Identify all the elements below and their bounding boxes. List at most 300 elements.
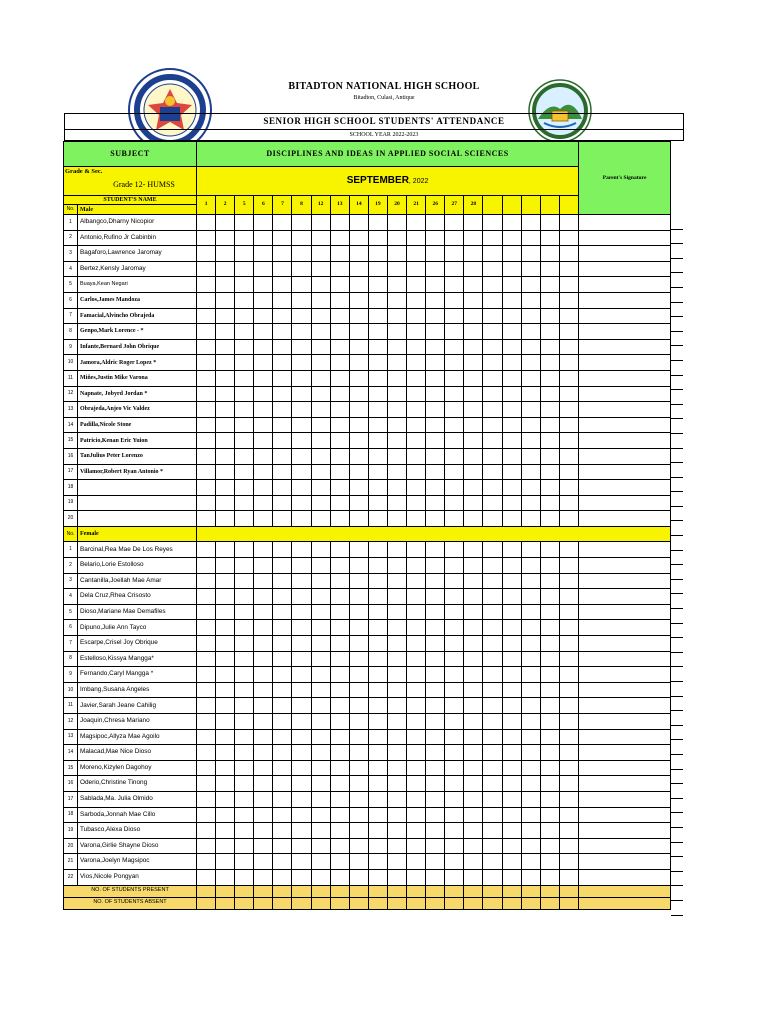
attendance-cell[interactable] — [368, 542, 387, 558]
attendance-cell[interactable] — [368, 433, 387, 449]
attendance-cell[interactable] — [483, 854, 502, 870]
attendance-cell[interactable] — [292, 807, 311, 823]
attendance-cell[interactable] — [197, 261, 216, 277]
attendance-cell[interactable] — [273, 339, 292, 355]
attendance-cell[interactable] — [502, 558, 521, 574]
attendance-cell[interactable] — [502, 714, 521, 730]
signature-cell[interactable] — [579, 682, 671, 698]
count-cell[interactable] — [464, 897, 483, 909]
attendance-cell[interactable] — [311, 511, 330, 527]
attendance-cell[interactable] — [273, 636, 292, 652]
signature-cell[interactable] — [579, 791, 671, 807]
attendance-cell[interactable] — [349, 682, 368, 698]
attendance-cell[interactable] — [559, 651, 578, 667]
attendance-cell[interactable] — [521, 464, 540, 480]
attendance-cell[interactable] — [559, 511, 578, 527]
attendance-cell[interactable] — [521, 402, 540, 418]
attendance-cell[interactable] — [273, 433, 292, 449]
attendance-cell[interactable] — [445, 823, 464, 839]
attendance-cell[interactable] — [540, 215, 559, 231]
attendance-cell[interactable] — [273, 292, 292, 308]
attendance-cell[interactable] — [521, 636, 540, 652]
attendance-cell[interactable] — [445, 542, 464, 558]
attendance-cell[interactable] — [197, 682, 216, 698]
attendance-cell[interactable] — [483, 355, 502, 371]
attendance-cell[interactable] — [387, 370, 406, 386]
count-cell[interactable] — [407, 897, 426, 909]
attendance-cell[interactable] — [330, 386, 349, 402]
attendance-cell[interactable] — [559, 854, 578, 870]
attendance-cell[interactable] — [483, 698, 502, 714]
attendance-cell[interactable] — [292, 230, 311, 246]
signature-cell[interactable] — [579, 261, 671, 277]
attendance-cell[interactable] — [559, 246, 578, 262]
attendance-cell[interactable] — [349, 651, 368, 667]
attendance-cell[interactable] — [502, 760, 521, 776]
attendance-cell[interactable] — [426, 448, 445, 464]
attendance-cell[interactable] — [464, 807, 483, 823]
attendance-cell[interactable] — [426, 558, 445, 574]
attendance-cell[interactable] — [540, 308, 559, 324]
attendance-cell[interactable] — [502, 511, 521, 527]
count-cell[interactable] — [464, 885, 483, 897]
attendance-cell[interactable] — [254, 215, 273, 231]
attendance-cell[interactable] — [273, 589, 292, 605]
attendance-cell[interactable] — [483, 433, 502, 449]
attendance-cell[interactable] — [273, 760, 292, 776]
attendance-cell[interactable] — [540, 776, 559, 792]
attendance-cell[interactable] — [407, 558, 426, 574]
attendance-cell[interactable] — [311, 402, 330, 418]
attendance-cell[interactable] — [559, 308, 578, 324]
attendance-cell[interactable] — [483, 604, 502, 620]
attendance-cell[interactable] — [330, 729, 349, 745]
attendance-cell[interactable] — [216, 215, 235, 231]
attendance-cell[interactable] — [426, 542, 445, 558]
attendance-cell[interactable] — [292, 682, 311, 698]
attendance-cell[interactable] — [483, 651, 502, 667]
attendance-cell[interactable] — [464, 215, 483, 231]
attendance-cell[interactable] — [254, 745, 273, 761]
attendance-cell[interactable] — [330, 745, 349, 761]
attendance-cell[interactable] — [387, 511, 406, 527]
attendance-cell[interactable] — [483, 308, 502, 324]
attendance-cell[interactable] — [311, 760, 330, 776]
attendance-cell[interactable] — [426, 651, 445, 667]
attendance-cell[interactable] — [273, 277, 292, 293]
attendance-cell[interactable] — [502, 277, 521, 293]
attendance-cell[interactable] — [559, 495, 578, 511]
attendance-cell[interactable] — [426, 682, 445, 698]
attendance-cell[interactable] — [273, 495, 292, 511]
attendance-cell[interactable] — [445, 480, 464, 496]
attendance-cell[interactable] — [502, 573, 521, 589]
attendance-cell[interactable] — [311, 714, 330, 730]
attendance-cell[interactable] — [387, 292, 406, 308]
attendance-cell[interactable] — [311, 698, 330, 714]
attendance-cell[interactable] — [235, 511, 254, 527]
attendance-cell[interactable] — [235, 791, 254, 807]
attendance-cell[interactable] — [349, 292, 368, 308]
attendance-cell[interactable] — [311, 807, 330, 823]
attendance-cell[interactable] — [407, 308, 426, 324]
attendance-cell[interactable] — [387, 558, 406, 574]
attendance-cell[interactable] — [197, 464, 216, 480]
attendance-cell[interactable] — [426, 433, 445, 449]
attendance-cell[interactable] — [445, 339, 464, 355]
attendance-cell[interactable] — [483, 480, 502, 496]
attendance-cell[interactable] — [273, 511, 292, 527]
attendance-cell[interactable] — [368, 230, 387, 246]
attendance-cell[interactable] — [387, 402, 406, 418]
attendance-cell[interactable] — [235, 682, 254, 698]
attendance-cell[interactable] — [368, 386, 387, 402]
attendance-cell[interactable] — [292, 667, 311, 683]
attendance-cell[interactable] — [559, 604, 578, 620]
attendance-cell[interactable] — [292, 370, 311, 386]
attendance-cell[interactable] — [197, 308, 216, 324]
attendance-cell[interactable] — [521, 791, 540, 807]
attendance-cell[interactable] — [235, 246, 254, 262]
attendance-cell[interactable] — [540, 636, 559, 652]
attendance-cell[interactable] — [502, 542, 521, 558]
attendance-cell[interactable] — [483, 324, 502, 340]
signature-cell[interactable] — [579, 511, 671, 527]
signature-cell[interactable] — [579, 215, 671, 231]
attendance-cell[interactable] — [445, 869, 464, 885]
attendance-cell[interactable] — [521, 604, 540, 620]
attendance-cell[interactable] — [521, 230, 540, 246]
attendance-cell[interactable] — [445, 277, 464, 293]
attendance-cell[interactable] — [216, 760, 235, 776]
attendance-cell[interactable] — [197, 386, 216, 402]
attendance-cell[interactable] — [502, 417, 521, 433]
attendance-cell[interactable] — [216, 246, 235, 262]
attendance-cell[interactable] — [540, 823, 559, 839]
attendance-cell[interactable] — [311, 823, 330, 839]
attendance-cell[interactable] — [387, 854, 406, 870]
attendance-cell[interactable] — [311, 854, 330, 870]
signature-cell[interactable] — [579, 402, 671, 418]
attendance-cell[interactable] — [330, 308, 349, 324]
attendance-cell[interactable] — [216, 604, 235, 620]
attendance-cell[interactable] — [349, 558, 368, 574]
attendance-cell[interactable] — [483, 760, 502, 776]
attendance-cell[interactable] — [540, 246, 559, 262]
attendance-cell[interactable] — [368, 417, 387, 433]
attendance-cell[interactable] — [292, 573, 311, 589]
attendance-cell[interactable] — [407, 698, 426, 714]
count-cell[interactable] — [502, 897, 521, 909]
attendance-cell[interactable] — [521, 776, 540, 792]
attendance-cell[interactable] — [559, 230, 578, 246]
attendance-cell[interactable] — [330, 417, 349, 433]
attendance-cell[interactable] — [292, 854, 311, 870]
signature-cell[interactable] — [579, 370, 671, 386]
attendance-cell[interactable] — [197, 604, 216, 620]
attendance-cell[interactable] — [254, 417, 273, 433]
attendance-cell[interactable] — [464, 542, 483, 558]
attendance-cell[interactable] — [426, 869, 445, 885]
attendance-cell[interactable] — [483, 745, 502, 761]
attendance-cell[interactable] — [330, 620, 349, 636]
attendance-cell[interactable] — [330, 480, 349, 496]
attendance-cell[interactable] — [540, 417, 559, 433]
attendance-cell[interactable] — [407, 433, 426, 449]
attendance-cell[interactable] — [464, 261, 483, 277]
attendance-cell[interactable] — [502, 636, 521, 652]
attendance-cell[interactable] — [254, 448, 273, 464]
attendance-cell[interactable] — [540, 480, 559, 496]
attendance-cell[interactable] — [407, 573, 426, 589]
attendance-cell[interactable] — [254, 370, 273, 386]
attendance-cell[interactable] — [368, 604, 387, 620]
attendance-cell[interactable] — [387, 869, 406, 885]
attendance-cell[interactable] — [445, 292, 464, 308]
attendance-cell[interactable] — [445, 433, 464, 449]
attendance-cell[interactable] — [292, 339, 311, 355]
signature-cell[interactable] — [579, 480, 671, 496]
attendance-cell[interactable] — [216, 370, 235, 386]
attendance-cell[interactable] — [426, 714, 445, 730]
attendance-cell[interactable] — [445, 417, 464, 433]
attendance-cell[interactable] — [483, 823, 502, 839]
attendance-cell[interactable] — [502, 308, 521, 324]
signature-cell[interactable] — [579, 714, 671, 730]
attendance-cell[interactable] — [521, 246, 540, 262]
attendance-cell[interactable] — [330, 339, 349, 355]
attendance-cell[interactable] — [216, 339, 235, 355]
attendance-cell[interactable] — [349, 854, 368, 870]
attendance-cell[interactable] — [521, 573, 540, 589]
attendance-cell[interactable] — [521, 698, 540, 714]
count-cell[interactable] — [330, 897, 349, 909]
attendance-cell[interactable] — [216, 791, 235, 807]
attendance-cell[interactable] — [330, 667, 349, 683]
attendance-cell[interactable] — [426, 620, 445, 636]
attendance-cell[interactable] — [311, 838, 330, 854]
attendance-cell[interactable] — [254, 807, 273, 823]
attendance-cell[interactable] — [521, 433, 540, 449]
attendance-cell[interactable] — [273, 417, 292, 433]
attendance-cell[interactable] — [197, 448, 216, 464]
attendance-cell[interactable] — [387, 417, 406, 433]
attendance-cell[interactable] — [368, 854, 387, 870]
attendance-cell[interactable] — [197, 495, 216, 511]
attendance-cell[interactable] — [197, 791, 216, 807]
attendance-cell[interactable] — [273, 823, 292, 839]
count-cell[interactable] — [292, 897, 311, 909]
attendance-cell[interactable] — [483, 636, 502, 652]
attendance-cell[interactable] — [387, 651, 406, 667]
attendance-cell[interactable] — [235, 464, 254, 480]
signature-cell[interactable] — [579, 589, 671, 605]
attendance-cell[interactable] — [559, 370, 578, 386]
attendance-cell[interactable] — [502, 215, 521, 231]
attendance-cell[interactable] — [197, 776, 216, 792]
attendance-cell[interactable] — [330, 558, 349, 574]
attendance-cell[interactable] — [426, 776, 445, 792]
attendance-cell[interactable] — [387, 776, 406, 792]
attendance-cell[interactable] — [407, 370, 426, 386]
attendance-cell[interactable] — [368, 776, 387, 792]
attendance-cell[interactable] — [407, 776, 426, 792]
attendance-cell[interactable] — [521, 589, 540, 605]
attendance-cell[interactable] — [273, 854, 292, 870]
attendance-cell[interactable] — [368, 511, 387, 527]
attendance-cell[interactable] — [407, 620, 426, 636]
attendance-cell[interactable] — [368, 495, 387, 511]
signature-cell[interactable] — [579, 823, 671, 839]
attendance-cell[interactable] — [349, 433, 368, 449]
attendance-cell[interactable] — [445, 745, 464, 761]
attendance-cell[interactable] — [540, 292, 559, 308]
attendance-cell[interactable] — [464, 464, 483, 480]
attendance-cell[interactable] — [521, 277, 540, 293]
count-cell[interactable] — [445, 897, 464, 909]
attendance-cell[interactable] — [197, 573, 216, 589]
attendance-cell[interactable] — [426, 464, 445, 480]
count-cell[interactable] — [254, 885, 273, 897]
attendance-cell[interactable] — [483, 776, 502, 792]
attendance-cell[interactable] — [311, 651, 330, 667]
attendance-cell[interactable] — [426, 339, 445, 355]
attendance-cell[interactable] — [330, 869, 349, 885]
attendance-cell[interactable] — [559, 620, 578, 636]
attendance-cell[interactable] — [387, 807, 406, 823]
attendance-cell[interactable] — [464, 495, 483, 511]
attendance-cell[interactable] — [387, 682, 406, 698]
attendance-cell[interactable] — [216, 292, 235, 308]
attendance-cell[interactable] — [292, 308, 311, 324]
attendance-cell[interactable] — [464, 791, 483, 807]
attendance-cell[interactable] — [216, 776, 235, 792]
attendance-cell[interactable] — [235, 651, 254, 667]
attendance-cell[interactable] — [464, 636, 483, 652]
attendance-cell[interactable] — [273, 246, 292, 262]
attendance-cell[interactable] — [254, 511, 273, 527]
attendance-cell[interactable] — [216, 807, 235, 823]
attendance-cell[interactable] — [464, 760, 483, 776]
attendance-cell[interactable] — [540, 869, 559, 885]
attendance-cell[interactable] — [464, 292, 483, 308]
attendance-cell[interactable] — [330, 573, 349, 589]
attendance-cell[interactable] — [197, 838, 216, 854]
attendance-cell[interactable] — [273, 402, 292, 418]
signature-cell[interactable] — [579, 573, 671, 589]
attendance-cell[interactable] — [540, 807, 559, 823]
attendance-cell[interactable] — [407, 807, 426, 823]
attendance-cell[interactable] — [445, 355, 464, 371]
attendance-cell[interactable] — [426, 589, 445, 605]
count-cell[interactable] — [368, 897, 387, 909]
attendance-cell[interactable] — [330, 776, 349, 792]
attendance-cell[interactable] — [502, 698, 521, 714]
attendance-cell[interactable] — [464, 776, 483, 792]
attendance-cell[interactable] — [387, 542, 406, 558]
attendance-cell[interactable] — [540, 511, 559, 527]
attendance-cell[interactable] — [216, 729, 235, 745]
attendance-cell[interactable] — [368, 558, 387, 574]
attendance-cell[interactable] — [445, 729, 464, 745]
attendance-cell[interactable] — [445, 620, 464, 636]
attendance-cell[interactable] — [197, 511, 216, 527]
attendance-cell[interactable] — [445, 246, 464, 262]
attendance-cell[interactable] — [483, 464, 502, 480]
attendance-cell[interactable] — [235, 308, 254, 324]
count-cell[interactable] — [254, 897, 273, 909]
attendance-cell[interactable] — [387, 246, 406, 262]
attendance-cell[interactable] — [292, 355, 311, 371]
attendance-cell[interactable] — [502, 776, 521, 792]
attendance-cell[interactable] — [483, 277, 502, 293]
attendance-cell[interactable] — [540, 495, 559, 511]
attendance-cell[interactable] — [502, 386, 521, 402]
attendance-cell[interactable] — [254, 589, 273, 605]
attendance-cell[interactable] — [292, 542, 311, 558]
attendance-cell[interactable] — [540, 402, 559, 418]
attendance-cell[interactable] — [349, 776, 368, 792]
attendance-cell[interactable] — [235, 807, 254, 823]
attendance-cell[interactable] — [502, 261, 521, 277]
attendance-cell[interactable] — [235, 448, 254, 464]
attendance-cell[interactable] — [426, 667, 445, 683]
signature-cell[interactable] — [579, 729, 671, 745]
attendance-cell[interactable] — [445, 854, 464, 870]
attendance-cell[interactable] — [464, 308, 483, 324]
attendance-cell[interactable] — [464, 558, 483, 574]
attendance-cell[interactable] — [292, 386, 311, 402]
attendance-cell[interactable] — [273, 682, 292, 698]
attendance-cell[interactable] — [540, 558, 559, 574]
attendance-cell[interactable] — [483, 620, 502, 636]
attendance-cell[interactable] — [349, 714, 368, 730]
attendance-cell[interactable] — [216, 869, 235, 885]
attendance-cell[interactable] — [559, 215, 578, 231]
attendance-cell[interactable] — [426, 854, 445, 870]
attendance-cell[interactable] — [483, 215, 502, 231]
attendance-cell[interactable] — [407, 417, 426, 433]
attendance-cell[interactable] — [540, 386, 559, 402]
count-cell[interactable] — [559, 885, 578, 897]
attendance-cell[interactable] — [254, 246, 273, 262]
count-cell[interactable] — [235, 897, 254, 909]
attendance-cell[interactable] — [540, 448, 559, 464]
attendance-cell[interactable] — [273, 573, 292, 589]
attendance-cell[interactable] — [387, 620, 406, 636]
attendance-cell[interactable] — [368, 636, 387, 652]
attendance-cell[interactable] — [235, 729, 254, 745]
attendance-cell[interactable] — [254, 714, 273, 730]
attendance-cell[interactable] — [273, 230, 292, 246]
attendance-cell[interactable] — [330, 542, 349, 558]
attendance-cell[interactable] — [559, 402, 578, 418]
signature-cell[interactable] — [579, 854, 671, 870]
attendance-cell[interactable] — [387, 480, 406, 496]
attendance-cell[interactable] — [349, 402, 368, 418]
attendance-cell[interactable] — [407, 261, 426, 277]
signature-cell[interactable] — [579, 604, 671, 620]
attendance-cell[interactable] — [254, 573, 273, 589]
attendance-cell[interactable] — [292, 480, 311, 496]
attendance-cell[interactable] — [387, 745, 406, 761]
attendance-cell[interactable] — [330, 791, 349, 807]
attendance-cell[interactable] — [311, 324, 330, 340]
attendance-cell[interactable] — [445, 807, 464, 823]
attendance-cell[interactable] — [349, 308, 368, 324]
attendance-cell[interactable] — [559, 386, 578, 402]
attendance-cell[interactable] — [349, 589, 368, 605]
